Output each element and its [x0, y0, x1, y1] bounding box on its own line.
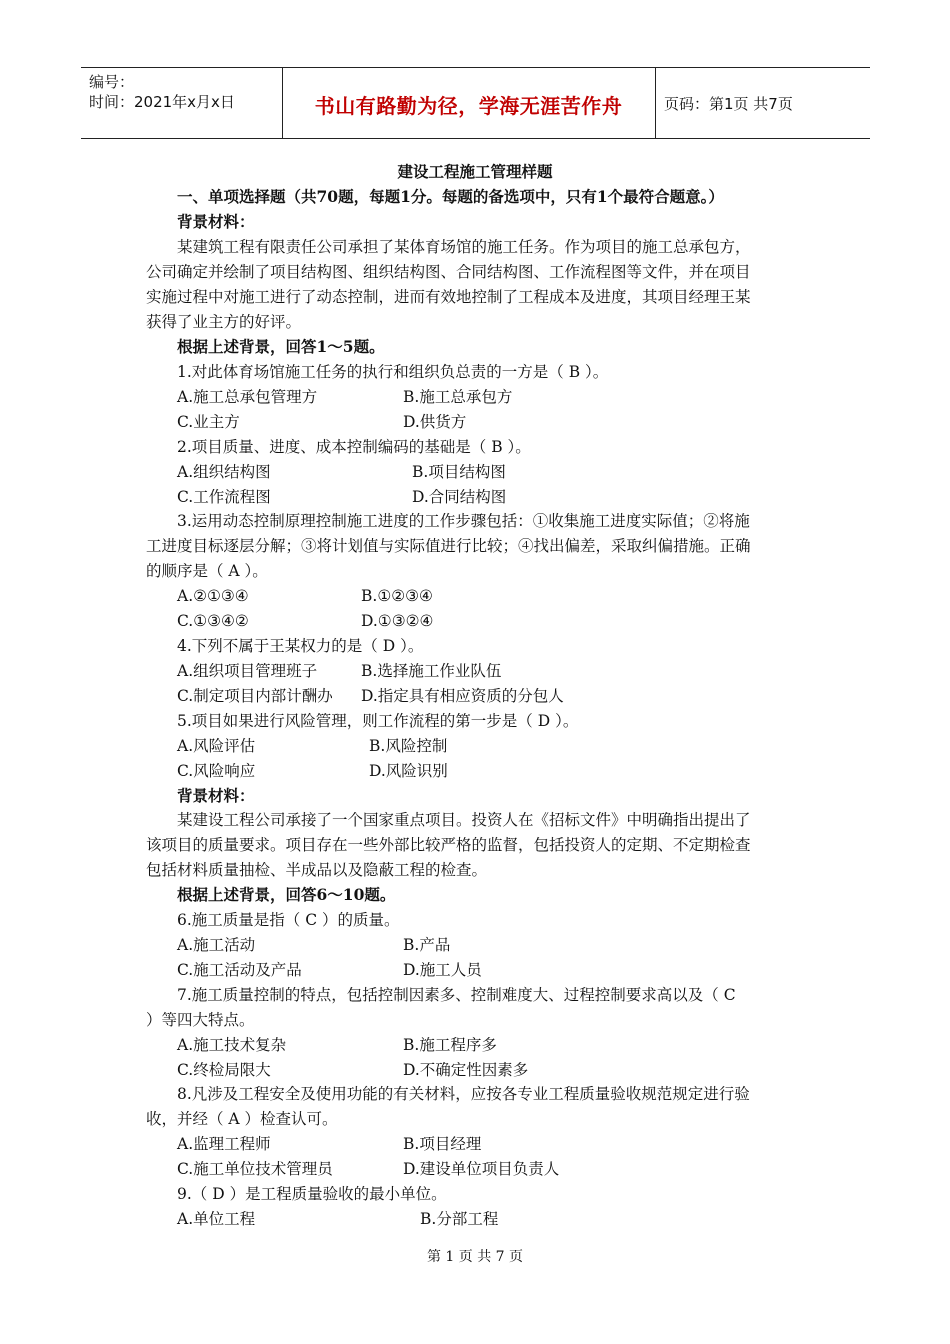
question-text: 4.下列不属于王某权力的是（ D ）。 — [177, 637, 424, 655]
option-a: A.施工活动 — [177, 936, 256, 954]
option-b: B.施工程序多 — [403, 1036, 497, 1054]
question-prompt: 根据上述背景，回答6～10题。 — [177, 885, 396, 904]
page-footer: 第 1 页 共 7 页 — [426, 1249, 524, 1265]
option-b: B.分部工程 — [420, 1210, 499, 1228]
background-text: 获得了业主方的好评。 — [146, 313, 302, 331]
option-a: A.②①③④ — [177, 587, 249, 605]
option-b: B.产品 — [403, 936, 451, 954]
question-text: 6.施工质量是指（ C ）的质量。 — [177, 911, 400, 929]
question-text: ）等四大特点。 — [146, 1011, 255, 1029]
option-a: A.施工总承包管理方 — [177, 388, 318, 406]
header-divider — [655, 68, 656, 138]
option-b: B.项目经理 — [403, 1135, 482, 1153]
option-c: C.终检局限大 — [177, 1061, 271, 1079]
document-title: 建设工程施工管理样题 — [397, 162, 553, 181]
background-label: 背景材料： — [177, 786, 255, 805]
question-text: 5.项目如果进行风险管理，则工作流程的第一步是（ D ）。 — [177, 712, 579, 730]
option-c: C.施工活动及产品 — [177, 961, 302, 979]
question-text: 的顺序是（ A ）。 — [146, 562, 268, 580]
header-page-label: 页码：第1页 共7页 — [664, 95, 793, 113]
question-prompt: 根据上述背景，回答1～5题。 — [177, 337, 385, 356]
option-a: A.单位工程 — [177, 1210, 256, 1228]
option-d: D.供货方 — [403, 413, 467, 431]
option-b: B.①②③④ — [361, 587, 433, 605]
option-d: D.指定具有相应资质的分包人 — [361, 687, 564, 705]
background-text: 某建筑工程有限责任公司承担了某体育场馆的施工任务。作为项目的施工总承包方， — [177, 238, 751, 256]
section-heading: 一、单项选择题（共70题，每题1分。每题的备选项中，只有1个最符合题意。） — [177, 187, 724, 206]
option-d: D.合同结构图 — [412, 488, 507, 506]
question-text: 2.项目质量、进度、成本控制编码的基础是（ B ）。 — [177, 438, 531, 456]
option-d: D.①③②④ — [361, 612, 434, 630]
question-text: 3.运用动态控制原理控制施工进度的工作步骤包括：①收集施工进度实际值；②将施 — [177, 512, 750, 530]
option-c: C.制定项目内部计酬办 — [177, 687, 333, 705]
option-b: B.风险控制 — [369, 737, 448, 755]
time-label: 时间：2021年x月x日 — [89, 93, 235, 111]
option-c: C.业主方 — [177, 413, 240, 431]
background-text: 该项目的质量要求。项目存在一些外部比较严格的监督，包括投资人的定期、不定期检查 — [146, 836, 751, 854]
option-c: C.施工单位技术管理员 — [177, 1160, 333, 1178]
option-b: B.项目结构图 — [412, 463, 506, 481]
option-d: D.风险识别 — [369, 762, 448, 780]
option-b: B.施工总承包方 — [403, 388, 513, 406]
option-a: A.风险评估 — [177, 737, 256, 755]
header-motto: 书山有路勤为径，学海无涯苦作舟 — [314, 94, 623, 118]
option-d: D.施工人员 — [403, 961, 482, 979]
background-text: 公司确定并绘制了项目结构图、组织结构图、合同结构图、工作流程图等文件，并在项目 — [146, 263, 751, 281]
question-text: 1.对此体育场馆施工任务的执行和组织负总责的一方是（ B ）。 — [177, 363, 609, 381]
question-text: 8.凡涉及工程安全及使用功能的有关材料，应按各专业工程质量验收规范规定进行验 — [177, 1085, 750, 1103]
question-text: 收，并经（ A ）检查认可。 — [146, 1110, 338, 1128]
option-c: C.①③④② — [177, 612, 249, 630]
background-text: 包括材料质量抽检、半成品以及隐蔽工程的检查。 — [146, 861, 488, 879]
option-d: D.建设单位项目负责人 — [403, 1160, 560, 1178]
option-a: A.组织结构图 — [177, 463, 271, 481]
option-c: C.工作流程图 — [177, 488, 271, 506]
question-text: 7.施工质量控制的特点，包括控制因素多、控制难度大、过程控制要求高以及（ C — [177, 986, 736, 1004]
background-text: 实施过程中对施工进行了动态控制，进而有效地控制了工程成本及进度，其项目经理王某 — [146, 288, 751, 306]
document-header — [81, 67, 870, 139]
number-label: 编号： — [89, 73, 135, 91]
background-text: 某建设工程公司承接了一个国家重点项目。投资人在《招标文件》中明确指出提出了 — [177, 811, 751, 829]
background-label: 背景材料： — [177, 212, 255, 231]
option-a: A.监理工程师 — [177, 1135, 271, 1153]
option-a: A.施工技术复杂 — [177, 1036, 287, 1054]
option-b: B.选择施工作业队伍 — [361, 662, 502, 680]
option-c: C.风险响应 — [177, 762, 256, 780]
question-text: 9.（ D ）是工程质量验收的最小单位。 — [177, 1185, 447, 1203]
header-meta — [89, 72, 235, 112]
option-a: A.组织项目管理班子 — [177, 662, 318, 680]
option-d: D.不确定性因素多 — [403, 1061, 529, 1079]
question-text: 工进度目标逐层分解；③将计划值与实际值进行比较；④找出偏差，采取纠偏措施。正确 — [146, 537, 751, 555]
